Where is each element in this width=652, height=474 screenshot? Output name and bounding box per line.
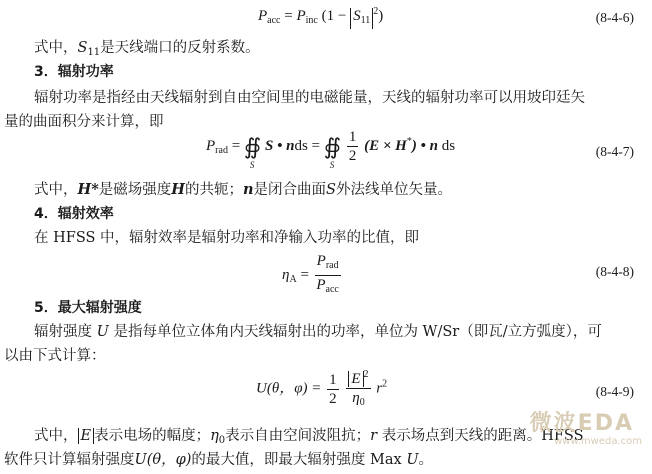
paragraph: 软件只计算辐射强度U(θ，φ)的最大值，即最大辐射强度 Max U。 [4, 452, 434, 468]
equation-number: (8-4-9) [595, 384, 634, 399]
paragraph: 式中， E 表示电场的幅度；$\eta_0$表示自由空间波阻抗；r 表示场点到天线的距离。HFSS [34, 428, 584, 446]
paragraph: 辐射强度 U 是指每单位立体角内天线辐射出的功率，单位为 W/Sr（即瓦/立方弧度），可 [34, 324, 602, 340]
paragraph: 以由下式计算： [4, 348, 106, 364]
equation-8-4-8: $\eta_A$ = $\frac{P_{rad}}{P_{acc}}$ [282, 253, 339, 295]
section-heading: 4．辐射效率 [34, 206, 114, 222]
equation-number: (8-4-6) [595, 10, 634, 25]
equation-number: (8-4-8) [595, 264, 634, 279]
equation-8-4-6: $P_{acc} = P_{inc}$ $(1 - S_{11}^2)$ [258, 6, 383, 29]
watermark-logo: 微波EDA [529, 411, 634, 436]
watermark-url: www.mweda.com [554, 436, 642, 447]
surface-integral-icon: ∯ S [243, 133, 262, 170]
equation-8-4-7: $P_{rad}$ = ∯ S S • nds = ∯ S $\frac{1}{2}$ (E × H*) • n ds [206, 129, 456, 170]
section-heading: 3．辐射功率 [34, 64, 114, 80]
equation-8-4-9: U(θ，φ) = $\frac{1}{2}$ $\frac{E ^2}{\eta_0}$ $r^2$ [256, 366, 387, 412]
surface-integral-icon: ∯ S [323, 133, 342, 170]
paragraph: 在 HFSS 中，辐射效率是辐射功率和净输入功率的比值，即 [34, 230, 420, 246]
equation-number: (8-4-7) [595, 144, 634, 159]
paragraph: 辐射功率是指经由天线辐射到自由空间里的电磁能量，天线的辐射功率可以用坡印廷矢 [34, 90, 585, 106]
paragraph: 式中，H*是磁场强度H的共轭；n是闭合曲面S外法线单位矢量。 [34, 181, 452, 198]
paragraph: 式中，$S_{11}$是天线端口的反射系数。 [34, 40, 260, 58]
section-heading: 5．最大辐射强度 [34, 300, 142, 316]
paragraph: 量的曲面积分来计算，即 [4, 114, 164, 130]
